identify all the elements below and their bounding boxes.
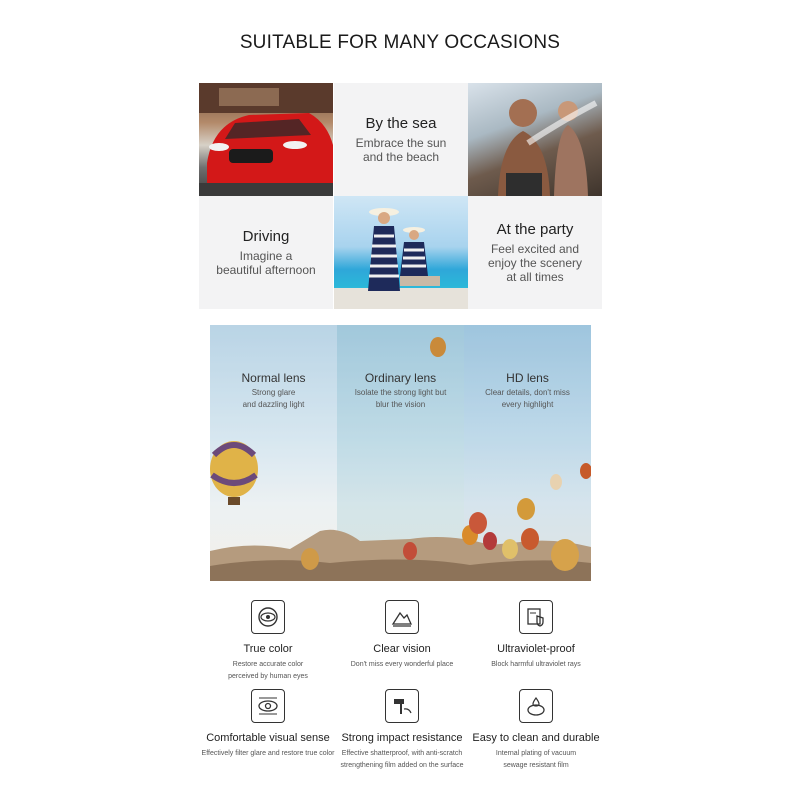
feature-uv-proof <box>446 600 626 671</box>
feature-sub: Internal plating of vacuum sewage resistant film <box>495 750 577 769</box>
balloons <box>210 325 591 581</box>
feature-heading: Comfortable visual sense <box>206 732 330 744</box>
lens-sub: Clear details, don't miss every highlight <box>485 388 570 409</box>
feature-heading: True color <box>243 643 293 655</box>
feature-heading: Ultraviolet-proof <box>497 643 575 655</box>
lens-heading: Normal lens <box>241 371 306 385</box>
page-title: SUITABLE FOR MANY OCCASIONS <box>239 32 561 53</box>
lens-comparison <box>210 325 591 581</box>
occasion-sub: Imagine a beautiful afternoon <box>216 249 316 277</box>
feature-sub: Restore accurate color perceived by human eyes <box>228 661 308 680</box>
occasion-sub: Embrace the sun and the beach <box>355 136 447 164</box>
hammer-icon <box>385 689 419 723</box>
eye-lens-icon <box>251 689 285 723</box>
mountain-icon <box>385 600 419 634</box>
feature-sub: Block harmful ultraviolet rays <box>491 661 581 668</box>
feature-easy-clean <box>446 689 626 772</box>
uv-shield-icon <box>519 600 553 634</box>
occasion-heading: By the sea <box>365 115 437 132</box>
feature-heading: Easy to clean and durable <box>472 732 600 744</box>
eye-circle-icon <box>251 600 285 634</box>
feature-heading: Strong impact resistance <box>341 732 463 744</box>
feature-heading: Clear vision <box>373 643 431 655</box>
lens-sub: Isolate the strong light but blur the vision <box>354 388 447 409</box>
party-photo <box>468 83 602 196</box>
occasion-heading: At the party <box>496 221 574 238</box>
occasions-grid <box>199 83 602 309</box>
feature-sub: Effectively filter glare and restore true color <box>201 750 335 757</box>
occasion-party <box>468 196 602 309</box>
lens-heading: Ordinary lens <box>364 371 437 385</box>
lens-sub: Strong glare and dazzling light <box>242 388 305 409</box>
feature-sub: Effective shatterproof, with anti-scratch strengthening film added on the surface <box>340 750 464 769</box>
lens-heading: HD lens <box>506 371 549 385</box>
beach-couple-photo <box>334 196 468 309</box>
occasion-heading: Driving <box>242 228 290 245</box>
occasion-sub: Feel excited and enjoy the scenery at all times <box>487 242 583 284</box>
balloon-large <box>210 441 258 505</box>
car-photo <box>199 83 333 196</box>
occasion-sea <box>334 83 468 196</box>
feature-sub: Don't miss every wonderful place <box>350 661 454 668</box>
occasion-driving <box>199 196 333 309</box>
water-drop-icon <box>519 689 553 723</box>
